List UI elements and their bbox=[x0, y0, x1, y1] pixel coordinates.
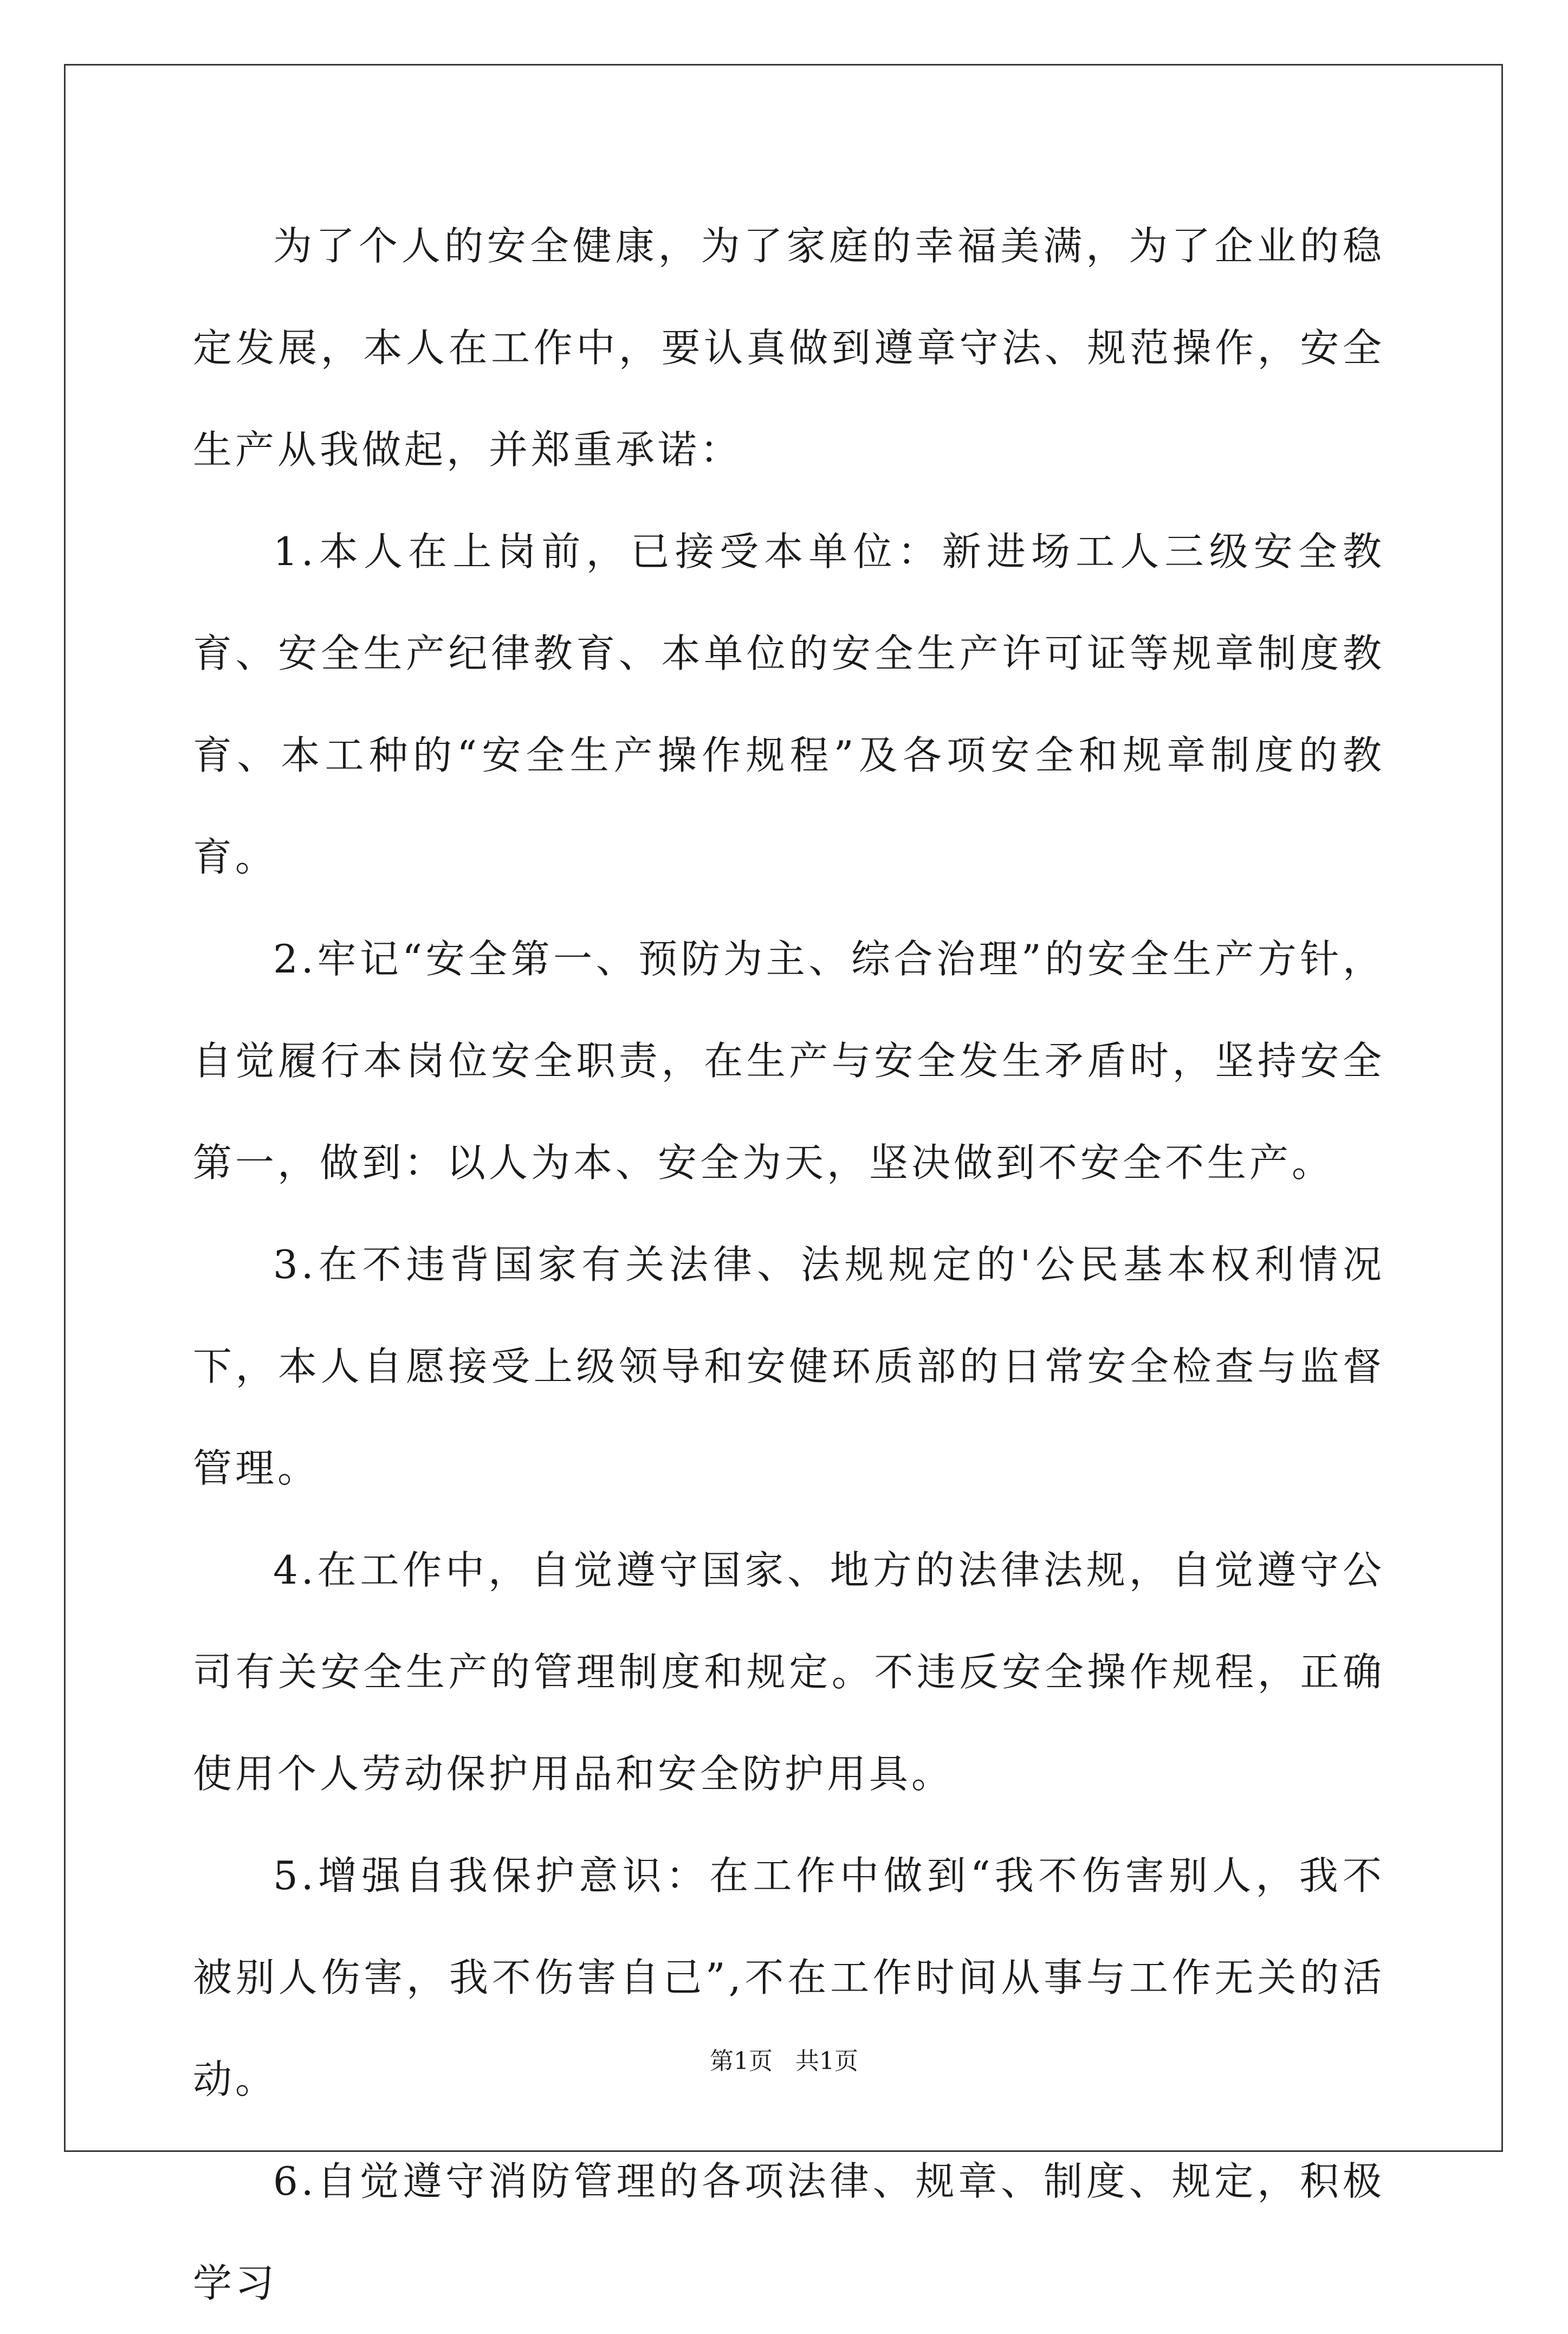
clause-3-paragraph: 3.在不违背国家有关法律、法规规定的'公民基本权利情况下，本人自愿接受上级领导和安健环质部的日常安全检查与监督管理。 bbox=[193, 1242, 1385, 1491]
page-number-footer: 第1页 共1页 bbox=[710, 2047, 858, 2075]
clause-4-paragraph: 4.在工作中，自觉遵守国家、地方的法律法规，自觉遵守公司有关安全生产的管理制度和规定。不违反安全操作规程，正确使用个人劳动保护用品和安全防护用具。 bbox=[193, 1547, 1385, 1797]
intro-paragraph: 为了个人的安全健康，为了家庭的幸福美满，为了企业的稳定发展，本人在工作中，要认真做到遵章守法、规范操作，安全生产从我做起，并郑重承诺： bbox=[193, 223, 1385, 472]
clause-6-paragraph: 6.自觉遵守消防管理的各项法律、规章、制度、规定，积极学习 bbox=[193, 2158, 1385, 2306]
clause-1-paragraph: 1.本人在上岗前，已接受本单位：新进场工人三级安全教育、安全生产纪律教育、本单位的安全生产许可证等规章制度教育、本工种的“安全生产操作规程”及各项安全和规章制度的教育。 bbox=[193, 529, 1385, 880]
clause-2-paragraph: 2.牢记“安全第一、预防为主、综合治理”的安全生产方针，自觉履行本岗位安全职责，在生产与安全发生矛盾时，坚持安全第一，做到：以人为本、安全为天，坚决做到不安全不生产。 bbox=[193, 936, 1385, 1185]
document-body bbox=[193, 195, 1385, 2334]
clause-5-paragraph: 5.增强自我保护意识：在工作中做到“我不伤害别人，我不被别人伤害，我不伤害自己”,不在工作时间从事与工作无关的活动。 bbox=[193, 1853, 1385, 2102]
